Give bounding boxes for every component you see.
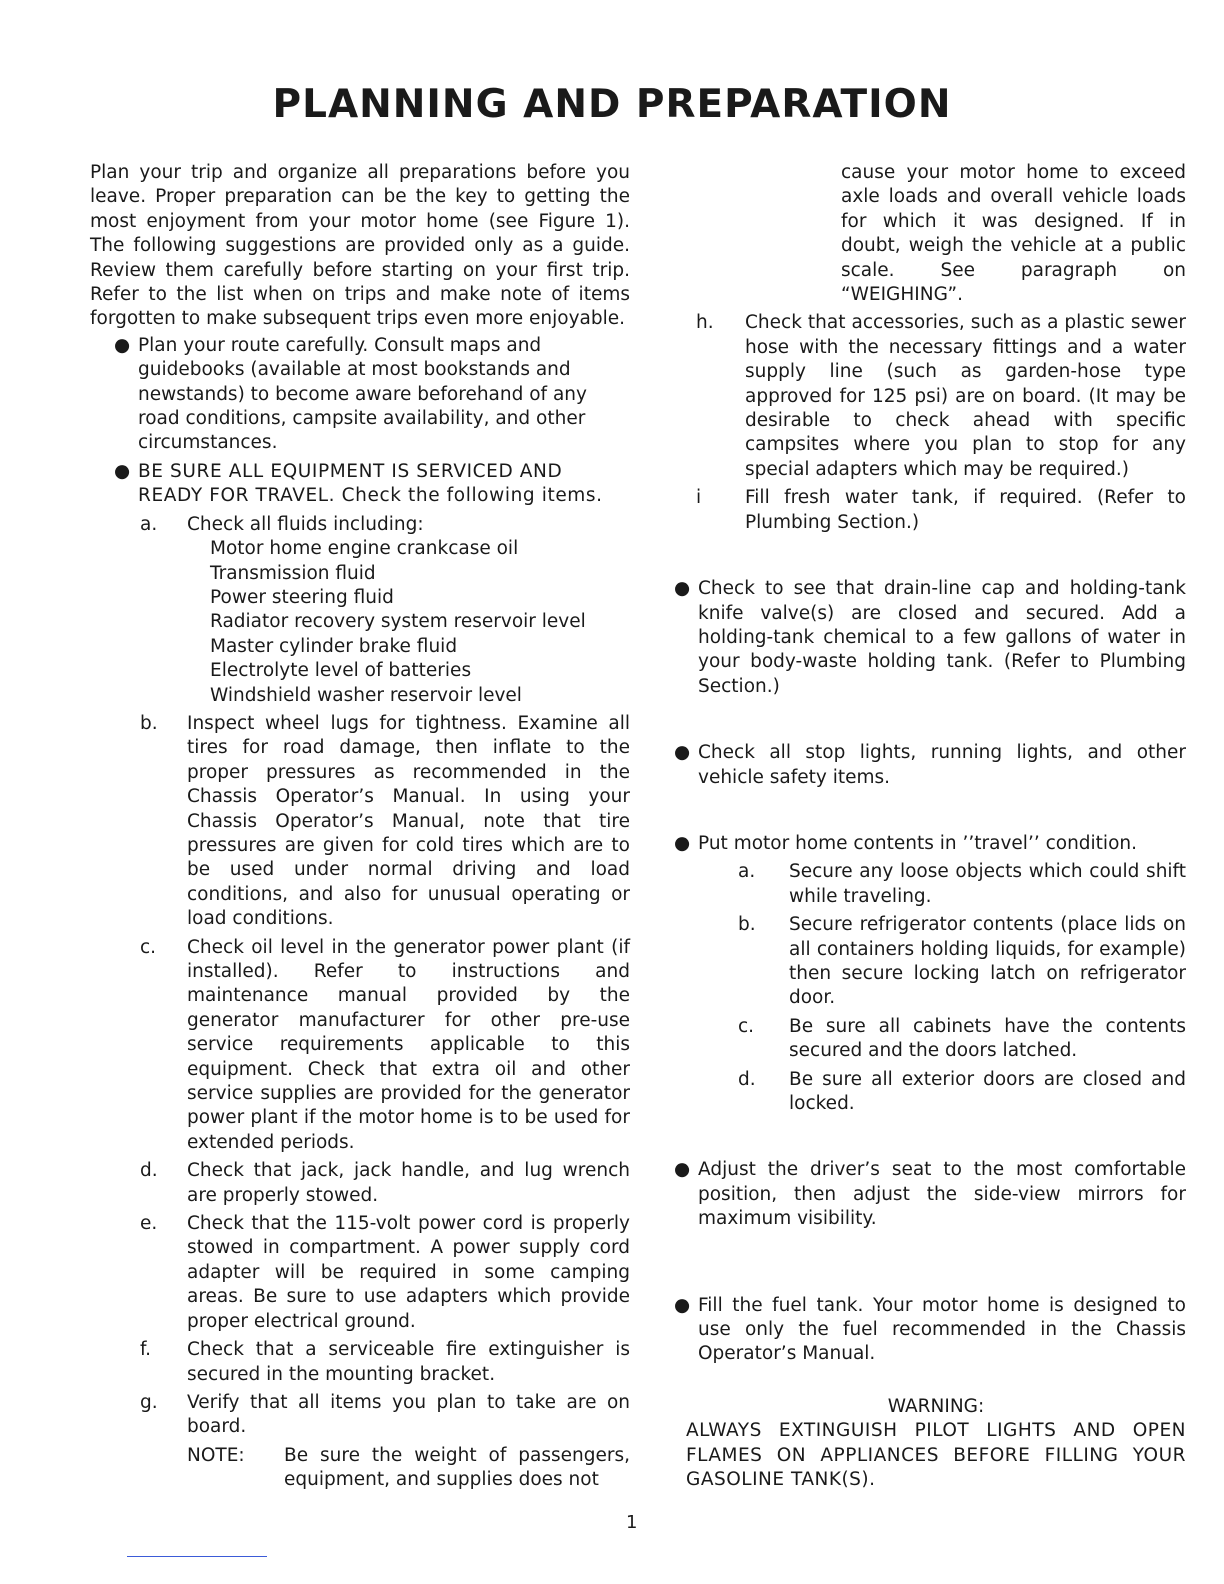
- item-label: h.: [696, 312, 714, 334]
- travel-item-d: [686, 1068, 1186, 1117]
- list-item-a: [90, 513, 630, 537]
- item-label: d.: [738, 1068, 756, 1090]
- bullet-drain-line: [674, 577, 1186, 699]
- item-label: c.: [140, 936, 157, 958]
- list-item-b: [90, 712, 630, 932]
- item-label: e.: [140, 1213, 158, 1235]
- list-item-e: [90, 1212, 630, 1334]
- note-text: Be sure the weight of passengers, equipment, and supplies does not: [284, 1444, 630, 1491]
- item-text: Check that a serviceable fire extinguisher is secured in the mounting bracket.: [187, 1339, 630, 1385]
- item-label: d.: [140, 1160, 158, 1182]
- item-text: Be sure all cabinets have the contents secured and the doors latched.: [789, 1015, 1186, 1062]
- bullet-travel-condition: [674, 832, 1186, 856]
- bullet-text: Check to see that drain-line cap and holding-tank knife valve(s) are closed and secured. Add a holding-tank chemical to a few gallons of water in your body-waste holding tank. (Refer to Plumbing Section.): [698, 578, 1186, 697]
- travel-item-c: [686, 1015, 1186, 1064]
- list-item-d: [90, 1159, 630, 1208]
- left-column: [90, 161, 630, 1493]
- item-text: Check that the 115-volt power cord is properly stowed in compartment. A power supply cord adapter will be required in some camping areas. Be sure to use adapters which provide proper electrical ground.: [187, 1213, 630, 1332]
- warning-text: ALWAYS EXTINGUISH PILOT LIGHTS AND OPEN FLAMES ON APPLIANCES BEFORE FILLING YOUR GASOLINE TANK(S).: [686, 1420, 1186, 1491]
- bullet-plan-route: [90, 334, 630, 456]
- weight-note: [90, 1444, 630, 1493]
- bullet-text: Adjust the driver’s seat to the most comfortable position, then adjust the side-view mirrors for maximum visibility.: [698, 1159, 1186, 1230]
- bullet-safety-lights: [674, 741, 1186, 790]
- page-title: PLANNING AND PREPARATION: [272, 82, 952, 127]
- item-text: Inspect wheel lugs for tightness. Examine all tires for road damage, then inflate to the proper pressures as recommended in the Chassis Operator’s Manual. In using your Chassis Operator’s Manual, note that tire pressures are given for cold tires which are to be used under normal driving and load conditions, and also for unusual operating or load conditions.: [187, 712, 630, 930]
- fluid-item: Master cylinder brake fluid: [210, 635, 458, 657]
- bullet-equipment-serviced: [90, 460, 630, 509]
- fluid-item: Electrolyte level of batteries: [210, 660, 472, 682]
- bullet-icon: ●: [674, 578, 691, 600]
- bullet-icon: ●: [114, 460, 131, 482]
- item-text: Check that accessories, such as a plastic sewer hose with the necessary fittings and a water supply line (such as garden-hose type approved for 125 psi) are on board. (It may be desirable to check ahead with specific campsites where you plan to stop for any special adapters which may be required.): [745, 312, 1186, 480]
- list-item-f: [90, 1338, 630, 1387]
- item-text: Check oil level in the generator power plant (if installed). Refer to instructions and maintenance manual provided by the generator manufacturer for other pre-use service requirements applicable to this equipment. Check that extra oil and other service supplies are provided for the generator power plant if the motor home is to be used for extended periods.: [187, 936, 630, 1153]
- item-text: Secure any loose objects which could shift while traveling.: [789, 861, 1186, 907]
- intro-paragraph: Plan your trip and organize all preparations before you leave. Proper preparation can be the key to getting the most enjoyment from your motor home (see Figure 1). The following suggestions are provided only as a guide. Review them carefully before starting on your first trip. Refer to the list when on trips and make note of items forgotten to make subsequent trips even more enjoyable.: [90, 162, 630, 330]
- page-number: 1: [626, 1512, 638, 1533]
- list-item-i: [686, 486, 1186, 535]
- item-text: Check all fluids including:: [187, 513, 424, 535]
- item-text: Secure refrigerator contents (place lids on all containers holding liquids, for example) then secure locking latch on refrigerator door.: [789, 914, 1186, 1009]
- bullet-icon: ●: [674, 742, 691, 764]
- fluid-item: Radiator recovery system reservoir level: [210, 611, 586, 633]
- item-text: Be sure all exterior doors are closed and locked.: [789, 1068, 1186, 1114]
- item-label: g.: [140, 1391, 158, 1413]
- warning-block: [686, 1395, 1186, 1493]
- list-item-c: [90, 936, 630, 1156]
- item-text: Verify that all items you plan to take are on board.: [187, 1391, 630, 1438]
- note-continuation: cause your motor home to exceed axle loads and overall vehicle loads for which it was designed. If in doubt, weigh the vehicle at a public scale. See paragraph on “WEIGHING”.: [841, 162, 1186, 306]
- item-text: Fill fresh water tank, if required. (Refer to Plumbing Section.): [745, 487, 1186, 533]
- item-label: a.: [738, 861, 756, 883]
- fluid-item: Motor home engine crankcase oil: [210, 538, 519, 560]
- item-label: b.: [738, 914, 756, 936]
- bullet-text: BE SURE ALL EQUIPMENT IS SERVICED AND READY FOR TRAVEL. Check the following items.: [138, 460, 603, 507]
- fluid-item: Transmission fluid: [210, 562, 376, 584]
- bullet-text: Put motor home contents in ’’travel’’ condition.: [698, 832, 1137, 854]
- bullet-icon: ●: [674, 1294, 691, 1316]
- item-label: c.: [738, 1015, 755, 1037]
- item-label: i: [696, 487, 702, 509]
- item-label: b.: [140, 712, 158, 734]
- right-column: [674, 161, 1186, 1492]
- warning-heading: WARNING:: [887, 1395, 985, 1417]
- bullet-text: Check all stop lights, running lights, and other vehicle safety items.: [698, 742, 1186, 788]
- list-item-g: [90, 1391, 630, 1440]
- footer-rule: [127, 1556, 267, 1557]
- travel-item-b: [686, 913, 1186, 1011]
- item-text: Check that jack, jack handle, and lug wrench are properly stowed.: [187, 1160, 630, 1206]
- bullet-icon: ●: [114, 334, 131, 356]
- item-label: f.: [140, 1339, 152, 1361]
- fluids-list: [210, 537, 630, 708]
- note-label: NOTE:: [187, 1444, 245, 1466]
- bullet-drivers-seat: [674, 1158, 1186, 1231]
- travel-item-a: [686, 860, 1186, 909]
- bullet-fuel-tank: [674, 1294, 1186, 1367]
- fluid-item: Power steering fluid: [210, 586, 394, 608]
- bullet-text: Fill the fuel tank. Your motor home is designed to use only the fuel recommended in the Chassis Operator’s Manual.: [698, 1294, 1186, 1365]
- bullet-icon: ●: [674, 832, 691, 854]
- fluid-item: Windshield washer reservoir level: [210, 684, 522, 706]
- item-label: a.: [140, 513, 158, 535]
- bullet-icon: ●: [674, 1159, 691, 1181]
- bullet-text: Plan your route carefully. Consult maps and guidebooks (available at most bookstands and newstands) to become aware beforehand of any road conditions, campsite availability, and other circumstances.: [138, 334, 587, 454]
- list-item-h: [686, 311, 1186, 482]
